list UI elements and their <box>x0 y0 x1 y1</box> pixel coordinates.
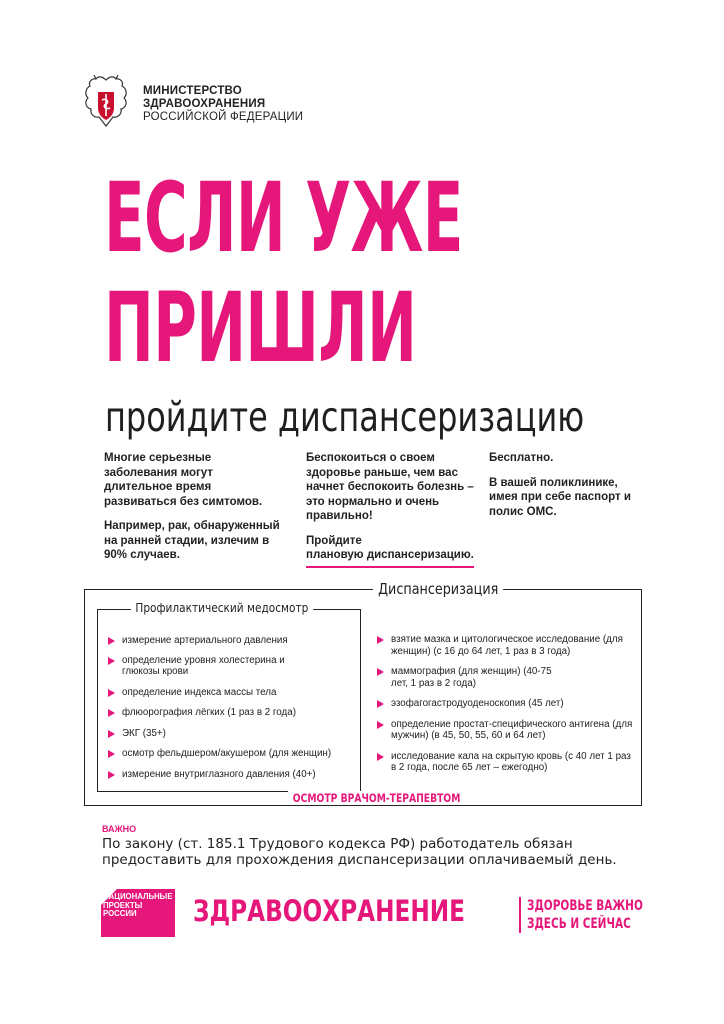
ministry-title <box>143 85 303 124</box>
col2-call-to-action: Пройдите <box>306 534 362 547</box>
slogan <box>527 897 643 933</box>
dispanserization-title: Диспансеризация <box>373 580 503 598</box>
important-text: По закону (ст. 185.1 Трудового кодекса РФ) работодатель обязан предоставить для прохождения диспансеризации оплачиваемый день. <box>102 836 617 868</box>
ministry-line3: РОССИЙСКОЙ ФЕДЕРАЦИИ <box>143 111 304 123</box>
list-item: маммография (для женщин) (40-75 лет, 1 раз в 2 года) <box>376 666 638 689</box>
ministry-line2: ЗДРАВООХРАНЕНИЯ <box>143 98 266 110</box>
np-line2: ПРОЕКТЫ <box>103 900 143 910</box>
col1-paragraph1: Многие серьезные заболевания могут длительное время развиваться без симтомов. <box>104 452 263 508</box>
eagle-emblem-icon <box>78 74 134 134</box>
list-item: флюорография лёгких (1 раз в 2 года) <box>107 707 357 719</box>
info-column-2 <box>306 451 481 568</box>
col2-paragraph2 <box>306 534 481 568</box>
important-label: ВАЖНО <box>102 824 137 834</box>
project-name: ЗДРАВООХРАНЕНИЕ <box>193 894 466 928</box>
col3-paragraph2: В вашей поликлинике, имея при себе паспорт и полис ОМС. <box>489 476 631 518</box>
list-item: определение уровня холестерина и глюкозы крови <box>107 655 357 678</box>
list-item: определение простат-специфического антигена (для мужчин) (в 45, 50, 55, 60 и 64 лет) <box>376 719 638 742</box>
medosmotr-title: Профилактический медосмотр <box>131 601 313 615</box>
col2-highlight: плановую диспансеризацию. <box>306 548 474 568</box>
slogan-line1: ЗДОРОВЬЕ ВАЖНО <box>527 898 643 914</box>
np-line3: РОССИИ <box>103 909 137 918</box>
list-item: ЭКГ (35+) <box>107 728 357 740</box>
list-item: взятие мазка и цитологическое исследование (для женщин) (с 16 до 64 лет, 1 раз в 3 года) <box>376 634 638 657</box>
headline-line2: ПРИШЛИ <box>104 272 417 384</box>
col2-paragraph1: Беспокоиться о своем здоровье раньше, чем вас начнет беспокоить болезнь – это нормально и очень правильно! <box>306 452 474 522</box>
medosmotr-list <box>107 635 357 780</box>
dispanserization-list <box>376 634 638 774</box>
list-item: осмотр фельдшером/акушером (для женщин) <box>107 748 357 760</box>
national-projects-text <box>103 893 173 919</box>
list-item: исследование кала на скрытую кровь (с 40 лет 1 раз в 2 года, после 65 лет – ежегодно) <box>376 751 638 774</box>
list-item: определение индекса массы тела <box>107 687 357 699</box>
list-item: измерение внутриглазного давления (40+) <box>107 769 357 781</box>
headline-line1: ЕСЛИ УЖЕ <box>104 162 463 274</box>
slogan-divider <box>519 897 521 933</box>
slogan-line2: ЗДЕСЬ И СЕЙЧАС <box>527 916 631 932</box>
therapist-exam-label: ОСМОТР ВРАЧОМ-ТЕРАПЕВТОМ <box>288 791 465 805</box>
list-item: эзофагогастродуоденоскопия (45 лет) <box>376 698 638 710</box>
col1-paragraph2: Например, рак, обнаруженный на ранней стадии, излечим в 90% случаев. <box>104 520 280 561</box>
ministry-line1: МИНИСТЕРСТВО <box>143 85 242 97</box>
info-column-1 <box>104 451 284 573</box>
info-column-3 <box>489 451 639 529</box>
col3-paragraph1: Бесплатно. <box>489 452 554 464</box>
np-line1: НАЦИОНАЛЬНЫЕ <box>103 892 173 901</box>
list-item: измерение артериального давления <box>107 635 357 647</box>
headline-subtitle: пройдите диспансеризацию <box>105 393 585 441</box>
